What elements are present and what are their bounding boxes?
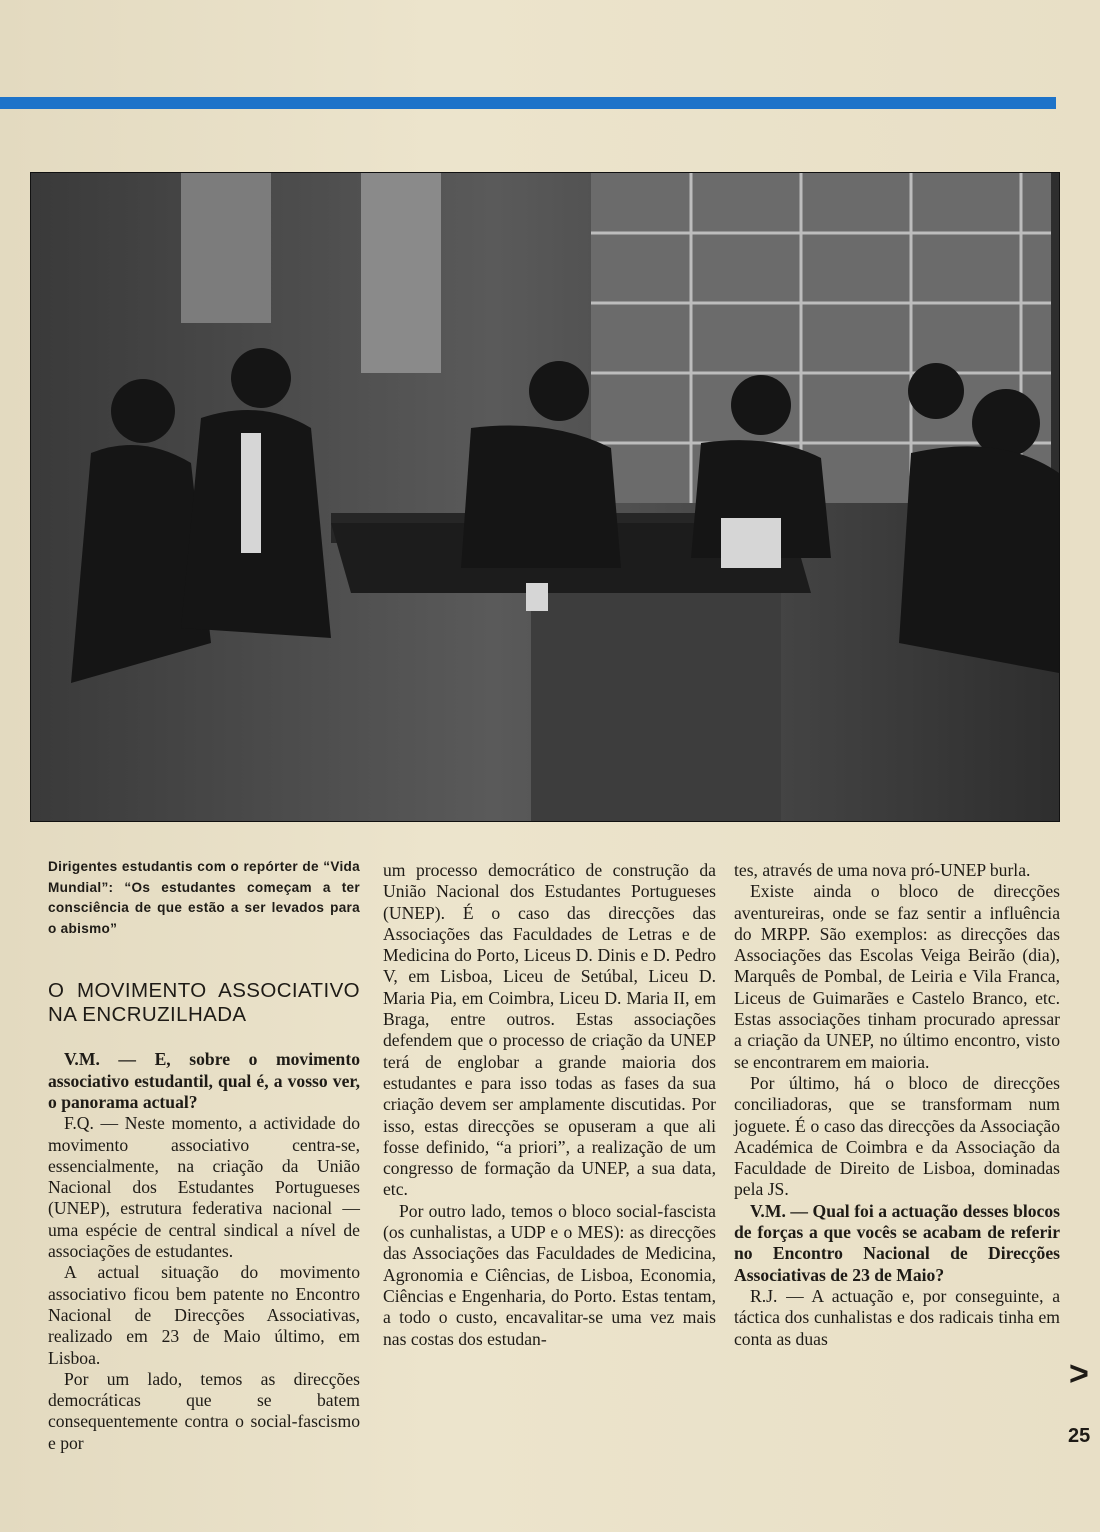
body-paragraph: tes, através de uma nova pró-UNEP burla. — [734, 860, 1031, 880]
photo-illustration — [31, 173, 1059, 821]
blue-header-rule — [0, 97, 1056, 109]
photo-caption: Dirigentes estudantis com o repórter de “Vida Mundial”: “Os estudantes começam a ter consciência de que estão a ser levados para o abismo” — [48, 859, 360, 936]
column-1 — [48, 857, 360, 1454]
column-2 — [383, 860, 716, 1350]
column-3 — [734, 860, 1060, 1350]
body-paragraph: A actual situação do movimento associativo ficou bem patente no Encontro Nacional de Direcções Associativas, realizado em 23 de Maio último, em Lisboa. — [48, 1262, 360, 1368]
body-paragraph: Por outro lado, temos o bloco social-fascista (os cunhalistas, a UDP e o MES): as direcções das Associações das Faculdades de Medicina, Agronomia e Ciências, de Lisboa, Economia, Ciências e Engenharia, do Porto. Estas tentam, a todo o custo, encavalitar-se uma vez mais nas costas dos estudan- — [383, 1200, 716, 1349]
body-paragraph: Por um lado, temos as direcções democráticas que se batem consequentemente contra o social-fascismo e por — [48, 1368, 360, 1453]
body-paragraph: um processo democrático de construção da União Nacional dos Estudantes Portugueses (UNEP). É o caso das direcções das Associações das Faculdades de Letras e de Medicina do Porto, Liceus D. Dinis e D. Pedro V, em Lisboa, Liceu de Setúbal, Liceu D. Maria Pia, em Coimbra, Liceu D. Maria II, em Braga, entre outros. Estas associações defendem que o processo de criação da UNEP terá de englobar a grande maioria dos estudantes e para isso todas as fases da sua criação devem ser amplamente discutidas. Por isso, estas direcções se opuseram a que ali fosse definido, “a priori”, a realização de um congresso de formação da UNEP, a sua data, etc. — [383, 860, 716, 1200]
body-paragraph: Por último, há o bloco de direcções conciliadoras, que se transformam num joguete. É o caso das direcções da Associação Académica de Coimbra e da Associação da Faculdade de Direito de Lisboa, dominadas pela JS. — [734, 1072, 1060, 1200]
question-paragraph: V.M. — E, sobre o movimento associativo estudantil, qual é, a vosso ver, o panorama actual? — [48, 1049, 360, 1112]
article-photo — [30, 172, 1060, 822]
section-headline: O MOVIMENTO ASSOCIATIVO NA ENCRUZILHADA — [48, 979, 360, 1027]
body-paragraph: Existe ainda o bloco de direcções aventureiras, onde se faz sentir a influência do MRPP. São exemplos: as direcções das Associações das Escolas Veiga Beirão (dia), Marquês de Pombal, de Leiria e Vila Franca, Liceus de Guimarães e Castelo Branco, etc. Estas associações tinham procurado apressar a criação da UNEP, no último encontro, visto se encontrarem em maioria. — [734, 881, 1060, 1072]
continue-arrow-icon: > — [1069, 1355, 1089, 1393]
body-paragraph: R.J. — A actuação e, por conseguinte, a táctica dos cunhalistas e dos radicais tinha em conta as duas — [734, 1285, 1060, 1349]
page-number: 25 — [1068, 1425, 1091, 1447]
body-paragraph: F.Q. — Neste momento, a actividade do movimento associativo centra-se, essencialmente, na criação da União Nacional dos Estudantes Portugueses (UNEP), estrutura federativa nacional — uma espécie de central sindical a nível de associações de estudantes. — [48, 1113, 360, 1262]
question-paragraph: V.M. — Qual foi a actuação desses blocos de forças a que vocês se acabam de referir no Encontro Nacional de Direcções Associativas de 23 de Maio? — [734, 1200, 1060, 1285]
